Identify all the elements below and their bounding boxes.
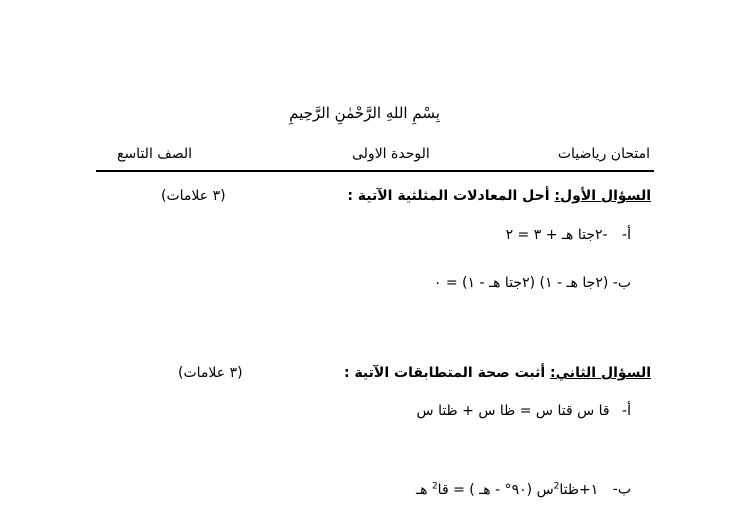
question-2-title: أثبت صحة المتطابقات الآتية : [343,365,546,381]
item-marker: ب- [612,275,631,291]
question-1-label: السؤال الأول: [554,188,651,204]
item-marker: أ- [622,227,631,243]
question-2-item-b [416,481,631,498]
question-2-label: السؤال الثاني: [550,365,651,381]
item-equation: ١+ظتا$^2$س (٩٠° - هـ ) = قا$^2$ هـ [416,481,599,498]
item-equation: -٢جتا هـ + ٣ = ٢ [505,227,608,243]
question-1-marks: (٣ علامات) [161,188,226,204]
question-1-heading [347,188,651,204]
header-divider [96,170,654,172]
item-equation: قا س قتا س = ظا س + ظتا س [416,403,610,419]
question-2-marks: (٣ علامات) [178,365,243,381]
item-marker: أ- [622,403,631,419]
question-2-item-a [417,403,631,419]
exam-subject: امتحان رياضيات [557,146,650,162]
question-1-item-b [434,275,631,291]
grade-label: الصف التاسع [117,146,193,162]
unit-title: الوحدة الاولى [352,146,430,162]
question-2-heading [344,365,651,381]
question-1-item-a [506,227,631,243]
basmala: بِسْمِ اللهِ الرَّحْمٰنِ الرَّحِيمِ [289,104,440,122]
question-1-title: أحل المعادلات المثلثية الآتية : [347,188,550,204]
item-marker: ب- [612,481,631,498]
item-equation: (٢جا هـ - ١) (٢جتا هـ - ١) = ٠ [433,275,609,291]
